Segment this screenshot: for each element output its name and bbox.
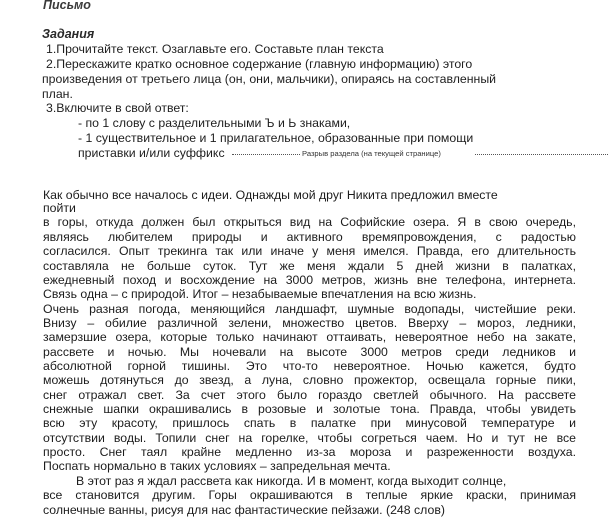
tasks-heading: Задания	[42, 27, 95, 41]
task-item: приставки и/или суффикс	[78, 146, 225, 160]
section-break-dots-right	[475, 154, 608, 155]
section-break-dots-left	[232, 154, 300, 155]
task-item: произведения от третьего лица (он, они, мальчики), опираясь на составленный	[42, 72, 497, 86]
body-text-line: согласился. Опыт трекинга так или иначе у меня имелся. Правда, его длительность	[43, 244, 576, 258]
body-text-line: просто. Снег таял крайне медленно из-за мороза и разреженности воздуха.	[43, 445, 576, 459]
body-text-line: снег отражал свет. За счет этого было гораздо светлей обычного. На рассвете	[43, 388, 576, 402]
body-text-line: В этот раз я ждал рассвета как никогда. И в момент, когда выходит солнце,	[76, 474, 507, 488]
document-title: Письмо	[43, 0, 91, 12]
body-text-line: абсолютной горной тишины. Это что-то невероятное. Ночью кажется, будто	[43, 359, 576, 373]
body-text-line: пойти	[43, 201, 76, 215]
body-text-line: все становится другим. Горы окрашиваются в теплые яркие краски, принимая	[43, 488, 576, 502]
body-text-line: отсутствии воды. Топили снег на горелке, чтобы согреться чаем. Но и тут не все	[43, 431, 576, 445]
body-text-line: составляла не больше суток. Тут же меня ждали 5 дней жизни в палатках,	[43, 259, 576, 273]
body-text-line: являясь любителем природы и активного времяпровождения, с радостью	[43, 230, 576, 244]
task-item: 2.Перескажите кратко основное содержание (главную информацию) этого	[46, 57, 473, 71]
body-text-line: всю эту красоту, пришлось спать в палатке при минусовой температуре и	[43, 416, 576, 430]
section-break-label: Разрыв раздела (на текущей странице)	[302, 149, 441, 158]
body-text-line: замерзшие озера, которые только начинают оттаивать, невероятное небо на закате,	[43, 330, 576, 344]
body-text-line: солнечные ванны, рисуя для нас фантастические пейзажи. (248 слов)	[43, 503, 445, 517]
body-text-line: в горы, откуда должен был открыться вид на Софийские озера. Я в свою очередь,	[43, 215, 576, 229]
body-text-line: можешь дотянуться до звезд, а луна, словно прожектор, освещала горные пики,	[43, 373, 576, 387]
task-item: 3.Включите в свой ответ:	[46, 101, 189, 115]
body-text-line: Связь одна – с природой. Итог – незабываемые впечатления на всю жизнь.	[43, 287, 477, 301]
task-item: - по 1 слову с разделительными Ъ и Ь знаками,	[78, 116, 351, 130]
task-item: план.	[42, 87, 73, 101]
body-text-line: Как обычно все началось с идеи. Однажды мой друг Никита предложил вместе	[43, 188, 498, 202]
task-item: - 1 существительное и 1 прилагательное, образованные при помощи	[78, 131, 474, 145]
body-text-line: Внизу – обилие различной зелени, множество цветов. Вверху – мороз, ледники,	[43, 316, 576, 330]
task-item: 1.Прочитайте текст. Озаглавьте его. Составьте план текста	[46, 42, 384, 56]
body-text-line: Поспать нормально в таких условиях – запредельная мечта.	[43, 459, 391, 473]
section-break-marker	[232, 146, 612, 161]
body-text-line: снежные шапки окрашивались в розовые и золотые тона. Правда, чтобы увидеть	[43, 402, 576, 416]
body-text-line: Очень разная погода, меняющийся ландшафт, шумные водопады, чистейшие реки.	[43, 302, 576, 316]
body-text-line: ежедневный поход и восхождение на 3000 метров, жизнь вне телефона, интернета.	[43, 273, 576, 287]
body-text-line: рассвете и ночью. Мы ночевали на высоте 3000 метров среди ледников и	[43, 345, 576, 359]
